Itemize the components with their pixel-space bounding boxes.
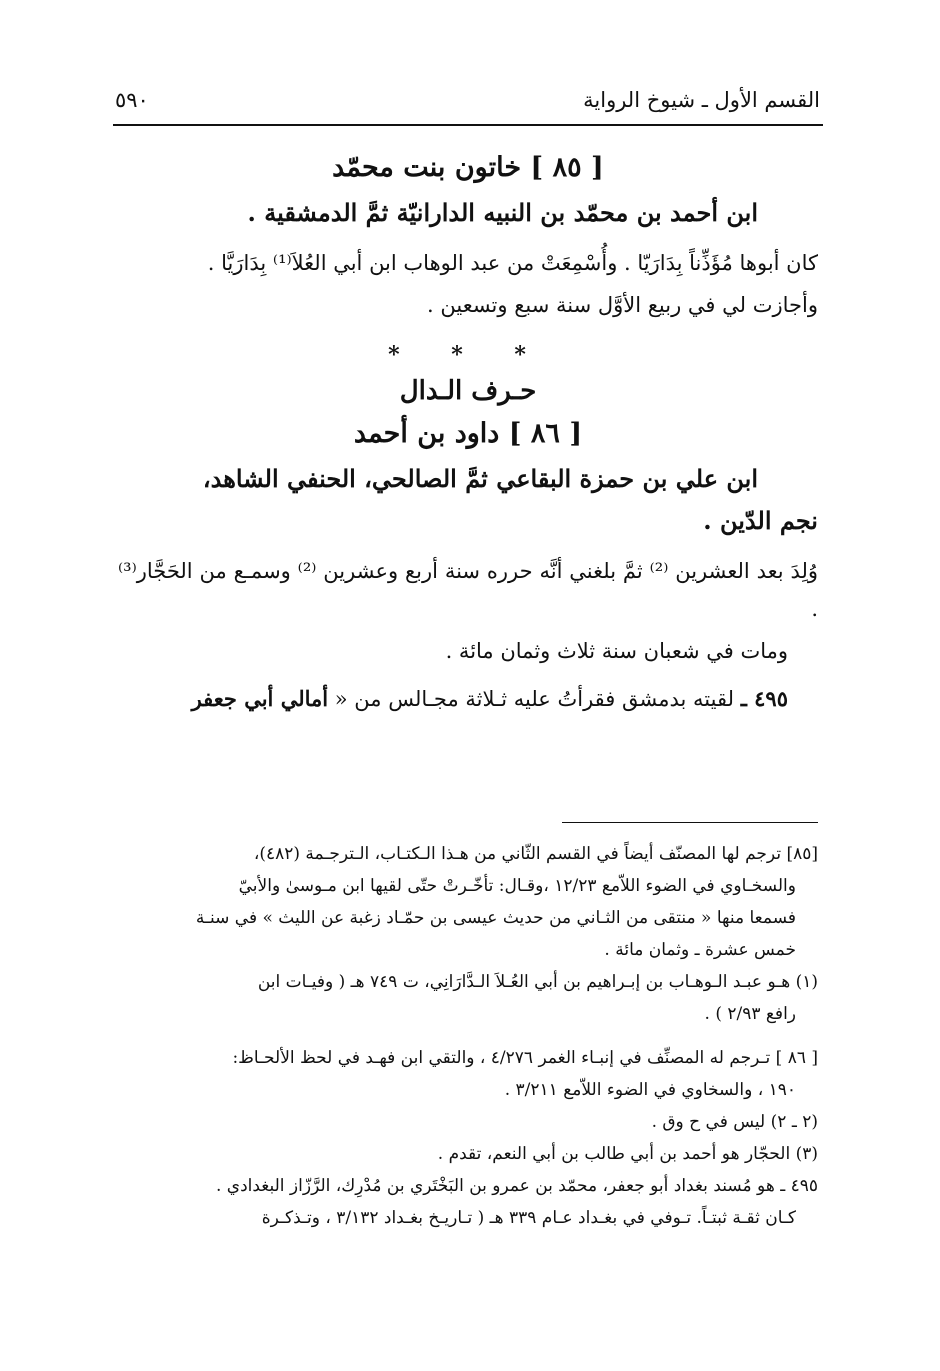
footnote-gap (118, 1030, 818, 1042)
entry-85-paragraph-2: وأجازت لي في ربيع الأوَّل سنة سبع وتسعين . (427, 293, 818, 317)
footnote-85-line-1: [٨٥] ترجم لها المصنّف أيضاً في القسم الثّاني من هـذا الـكتـاب، الـترجـمة (٤٨٢)، (253, 844, 818, 864)
footnote-2: (٢ ـ ٢) ليس في ح وق . (651, 1112, 818, 1132)
running-title: القسم الأول ـ شيوخ الرواية (583, 88, 820, 112)
footnote-85-line-2: والسخـاوي في الضوء اللاّمع ١٢/٢٣ ،وقـال: تأخّـرتْ حتّى لقيها ابن مـوسىٰ والأبيّ (238, 876, 796, 896)
entry-85-title: [ ٨٥ ] خاتون بنت محمّد (332, 152, 604, 183)
entry-86-lineage-line-1: ابن علي بن حمزة البقاعي ثمَّ الصالحي، الحنفي الشاهد، (202, 464, 758, 493)
footnote-rule (562, 822, 818, 823)
footnote-495-line-1: ٤٩٥ ـ هو مُسند بغداد أبو جعفر، محمّد بن عمرو بن البَخْتَري بن مُدْرِك، الرَّزّاز البغدادي . (215, 1176, 818, 1196)
item-book-title: أمالي أبي جعفر (191, 686, 329, 711)
entry-86-lineage-line-2: نجم الدّين . (703, 506, 818, 535)
header-rule (113, 124, 823, 126)
entry-86-paragraph-2: ومات في شعبان سنة ثلاث وثمان مائة . (445, 639, 788, 663)
item-text: لقيته بدمشق فقرأتُ عليه ثـلاثة مجـالس من « (334, 687, 734, 711)
item-number: ٤٩٥ ـ (740, 686, 788, 711)
page-header (115, 86, 820, 126)
footnote-3: (٣) الحجّار هو أحمد بن أبي طالب بن أبي النعم، تقدم . (437, 1144, 818, 1164)
entry-86-title: [ ٨٦ ] داود بن أحمد (353, 418, 583, 449)
entry-85-paragraph-1: كان أبوها مُؤَذِّناً بِدَارَيّا . وأُسْمِعَتْ من عبد الوهاب ابن أبي العُلاَ⁽¹⁾ بِدَارَيَّا . (207, 251, 818, 275)
footnote-85-line-4: خمس عشرة ـ وثمان مائة . (604, 940, 796, 960)
section-separator: * * * (388, 342, 548, 368)
footnote-495-line-2: كـان ثقـة ثبتـاً. تـوفي في بغـداد عـام ٣٣٩ هـ ( تـاريـخ بغـداد ٣/١٣٢ ، وتـذكـرة (261, 1208, 796, 1228)
footnote-85-line-3: فسمعا منها « منتقى من الثـاني من حديث عيسى بن حمّـاد زغبة عن الليث » في سنـة (195, 908, 796, 928)
footnotes (118, 838, 818, 1234)
footnote-86-line-1: [ ٨٦ ] تـرجم له المصنِّف في إنبـاء الغمر ٤/٢٧٦ ، والتقي ابن فهـد في لحظ الألحـاظ: (232, 1048, 818, 1068)
entry-86-paragraph-1: وُلِدَ بعد العشرين ⁽²⁾ ثمَّ بلغني أنَّه حرره سنة أربع وعشرين ⁽²⁾ وسمـع من الحَجَّار⁽³⁾ . (118, 559, 819, 621)
page-number: ٥٩٠ (115, 88, 149, 112)
footnote-1-line-1: (١) هـو عبـد الـوهـاب بن إبـراهيم بن أبي العُـلاَ الـدَّارَانِي، ت ٧٤٩ هـ ( وفيـات ابن (257, 972, 818, 992)
main-text (118, 140, 818, 722)
entry-85-lineage: ابن أحمد بن محمّد بن النبيه الدارانيّة ثمَّ الدمشقية . (247, 198, 758, 227)
entry-86-item-495 (118, 680, 788, 718)
footnote-86-line-2: ١٩٠ ، والسخاوي في الضوء اللاّمع ٣/٢١١ . (504, 1080, 796, 1100)
footnote-1-line-2: رافع ٢/٩٣ ) . (704, 1004, 796, 1024)
section-heading-dal: حـرف الـدال (399, 376, 537, 406)
